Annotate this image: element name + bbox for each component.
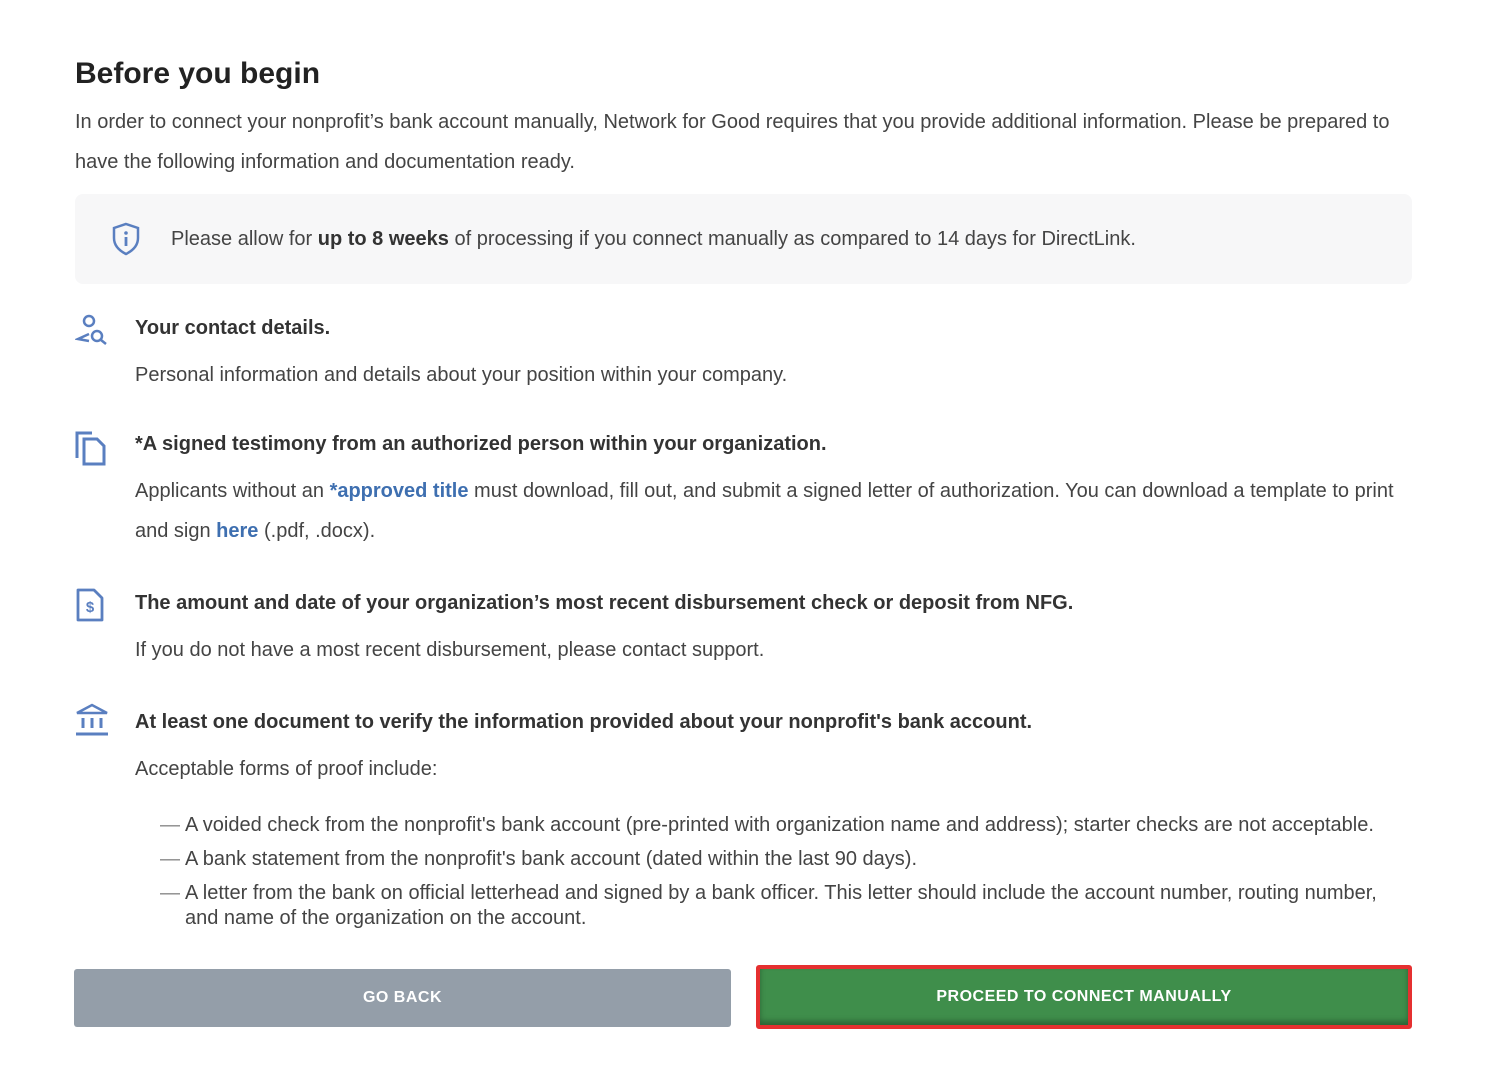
requirement-heading: At least one document to verify the information provided about your nonprofit's bank account. [135,711,1033,733]
intro-text: In order to connect your nonprofit’s bank account manually, Network for Good requires that you provide additional information. Please be prepared to have the following information and documentation ready. [75,111,1390,173]
list-item [160,881,1412,931]
shield-info-icon [111,222,141,256]
requirement-disbursement [75,589,1412,670]
requirement-heading: Your contact details. [135,317,331,339]
action-buttons [74,969,1412,1027]
dash: — [160,814,180,836]
notice-emphasis: up to 8 weeks [317,227,449,250]
svg-text:$: $ [85,599,95,616]
template-download-link[interactable]: here [216,520,259,542]
list-item-text: A voided check from the nonprofit's bank account (pre-printed with organization name and address); starter checks are not acceptable. [185,814,1374,836]
proof-list [135,813,1412,931]
copy-document-icon [75,430,107,466]
requirement-description: Personal information and details about your position within your company. [135,364,788,386]
requirement-description: Acceptable forms of proof include: [135,758,438,780]
page-title: Before you begin [75,57,321,90]
text: (.pdf, .docx). [258,520,376,542]
dash: — [160,882,180,904]
dollar-document-icon [75,587,105,623]
user-search-icon [75,314,109,348]
requirement-description [135,471,1412,551]
requirement-heading: The amount and date of your organization’s most recent disbursement check or deposit from NFG. [135,592,1074,614]
list-item [160,813,1412,838]
requirement-contact [75,314,1412,395]
proceed-to-connect-manually-button[interactable]: PROCEED TO CONNECT MANUALLY [756,965,1412,1029]
text: must download, fill out, and submit a signed letter of authorization. You can download a template to print and sign [135,480,1394,542]
list-item-text: A letter from the bank on official letterhead and signed by a bank officer. This letter should include the account number, routing number, and name of the organization on the account. [185,882,1377,929]
requirement-bank-document [75,708,1412,789]
requirement-heading: *A signed testimony from an authorized person within your organization. [135,433,827,455]
go-back-button[interactable]: GO BACK [74,969,731,1027]
approved-title-link[interactable]: *approved title [329,480,469,502]
list-item-text: A bank statement from the nonprofit's bank account (dated within the last 90 days). [185,848,918,870]
text: Applicants without an [135,480,330,502]
requirement-description: If you do not have a most recent disbursement, please contact support. [135,639,765,661]
dash: — [160,848,180,870]
before-you-begin-panel [75,54,1412,940]
processing-notice [75,194,1412,284]
list-item [160,847,1412,872]
notice-text-end: of processing if you connect manually as compared to 14 days for DirectLink. [448,227,1136,250]
notice-text: Please allow for [171,227,318,250]
bank-icon [75,702,109,736]
requirement-testimony [75,430,1412,551]
